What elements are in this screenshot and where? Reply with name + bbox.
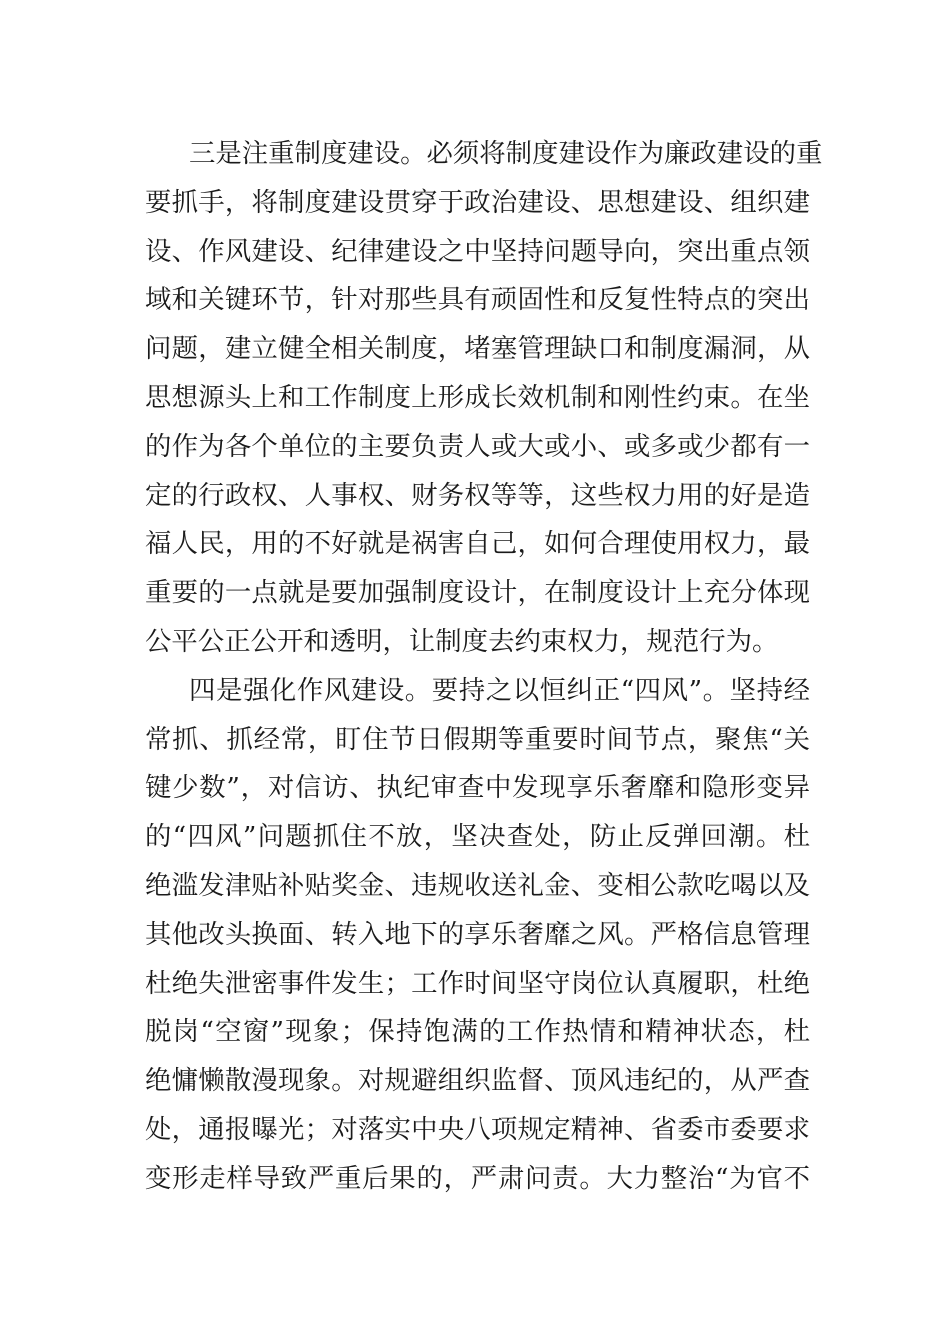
paragraph-line: 杜绝失泄密事件发生；工作时间坚守岗位认真履职，杜绝: [145, 967, 810, 999]
paragraph-line: 福人民，用的不好就是祸害自己，如何合理使用权力，最: [145, 528, 810, 560]
paragraph-line: 四是强化作风建设。要持之以恒纠正“四风”。坚持经: [189, 674, 810, 706]
paragraph-work-style-building: [145, 667, 810, 1204]
paragraph-line: 脱岗“空窗”现象；保持饱满的工作热情和精神状态，杜: [145, 1016, 810, 1048]
paragraph-line: 常抓、抓经常，盯住节日假期等重要时间节点，聚焦“关: [145, 723, 810, 755]
paragraph-line: 的作为各个单位的主要负责人或大或小、或多或少都有一: [145, 430, 810, 462]
paragraph-line: 的“四风”问题抓住不放，坚决查处，防止反弹回潮。杜: [145, 821, 810, 853]
paragraph-line: 要抓手，将制度建设贯穿于政治建设、思想建设、组织建: [145, 186, 810, 218]
paragraph-line: 变形走样导致严重后果的，严肃问责。大力整治“为官不: [145, 1162, 810, 1194]
paragraph-line: 设、作风建设、纪律建设之中坚持问题导向，突出重点领: [145, 235, 810, 267]
paragraph-line: 三是注重制度建设。必须将制度建设作为廉政建设的重: [189, 138, 823, 169]
document-body: [145, 130, 823, 1204]
paragraph-line: 公平公正公开和透明，让制度去约束权力，规范行为。: [145, 625, 779, 657]
paragraph-line: 键少数”，对信访、执纪审查中发现享乐奢靡和隐形变异: [145, 772, 810, 804]
paragraph-line: 域和关键环节，针对那些具有顽固性和反复性特点的突出: [145, 284, 810, 316]
paragraph-line: 其他改头换面、转入地下的享乐奢靡之风。严格信息管理: [145, 918, 810, 950]
paragraph-line: 问题，建立健全相关制度，堵塞管理缺口和制度漏洞，从: [145, 333, 810, 365]
paragraph-institution-building: [145, 130, 823, 667]
paragraph-line: 绝慵懒散漫现象。对规避组织监督、顶风违纪的，从严查: [145, 1065, 810, 1097]
paragraph-line: 重要的一点就是要加强制度设计，在制度设计上充分体现: [145, 577, 810, 609]
paragraph-line: 绝滥发津贴补贴奖金、违规收送礼金、变相公款吃喝以及: [145, 869, 810, 901]
paragraph-line: 定的行政权、人事权、财务权等等，这些权力用的好是造: [145, 479, 810, 511]
paragraph-line: 处，通报曝光；对落实中央八项规定精神、省委市委要求: [145, 1113, 810, 1145]
paragraph-line: 思想源头上和工作制度上形成长效机制和刚性约束。在坐: [145, 381, 810, 413]
